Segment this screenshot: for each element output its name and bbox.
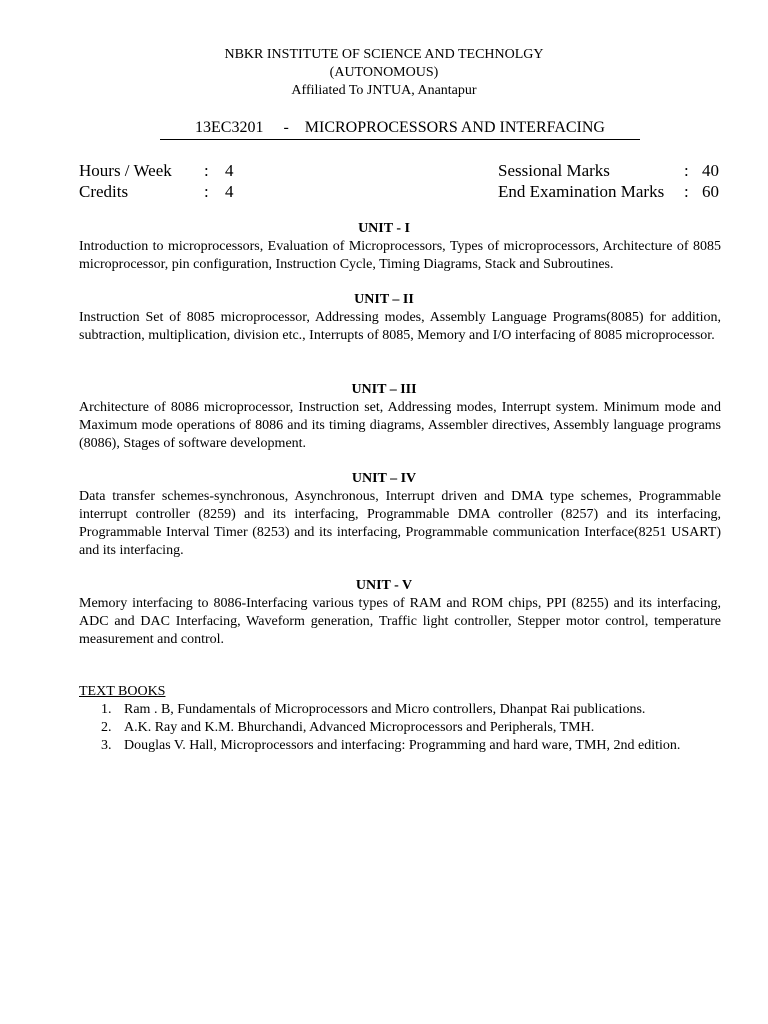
textbooks-heading: TEXT BOOKS bbox=[79, 684, 166, 699]
list-item-text: Douglas V. Hall, Microprocessors and interfacing: Programming and hard ware, TMH, 2nd edition. bbox=[124, 738, 681, 753]
list-item-number: 2. bbox=[101, 720, 112, 735]
list-item bbox=[79, 737, 721, 755]
unit-2-body: Instruction Set of 8085 microprocessor, Addressing modes, Assembly Language Programs(8085) for addition, subtraction, multiplication, division etc., Interrupts of 8085, Memory and I/O interfacing of 8085 microprocessor. bbox=[79, 310, 721, 343]
unit-3-body: Architecture of 8086 microprocessor, Instruction set, Addressing modes, Interrupt system. Minimum mode and Maximum mode operations of 8086 and its timing diagrams, Assembler directives, Assembly language programs (8086), Stages of software development. bbox=[79, 400, 721, 451]
unit-4-body: Data transfer schemes-synchronous, Asynchronous, Interrupt driven and DMA type schemes, Programmable interrupt controller (8259) and its interfacing, Programmable DMA controller (8257) and its interfacing, Programmable Interval Timer (8253) and its interfacing, Programmable communication Interface(8251 USART) and its interfacing. bbox=[79, 489, 721, 558]
autonomous-status: (AUTONOMOUS) bbox=[329, 65, 439, 80]
unit-1-title: UNIT - I bbox=[358, 221, 410, 236]
unit-1-body: Introduction to microprocessors, Evaluation of Microprocessors, Types of microprocessors, Architecture of 8085 microprocessor, pin configuration, Instruction Cycle, Timing Diagrams, Stack and Subroutines. bbox=[79, 239, 721, 272]
credits-value: 4 bbox=[225, 182, 234, 201]
unit-5-body: Memory interfacing to 8086-Interfacing various types of RAM and ROM chips, PPI (8255) and its interfacing, ADC and DAC Interfacing, Waveform generation, Traffic light controller, Stepper motor control, temperature measurement and control. bbox=[79, 596, 721, 647]
hours-label: Hours / Week bbox=[79, 161, 172, 180]
sessional-label: Sessional Marks bbox=[498, 161, 610, 180]
unit-4-title: UNIT – IV bbox=[351, 471, 417, 486]
list-item bbox=[79, 719, 721, 737]
hours-value: 4 bbox=[225, 161, 234, 180]
list-item bbox=[79, 701, 721, 719]
unit-2-title: UNIT – II bbox=[354, 292, 414, 307]
affiliation: Affiliated To JNTUA, Anantapur bbox=[291, 83, 477, 98]
end-exam-label: End Examination Marks bbox=[498, 182, 665, 201]
course-title: MICROPROCESSORS AND INTERFACING bbox=[304, 119, 605, 136]
course-title-line bbox=[160, 118, 640, 140]
course-code: 13EC3201 bbox=[195, 119, 264, 136]
sessional-colon: : bbox=[684, 161, 689, 180]
credits-colon: : bbox=[204, 182, 209, 201]
credits-label: Credits bbox=[79, 182, 129, 201]
list-item-number: 1. bbox=[101, 702, 112, 717]
end-exam-colon: : bbox=[684, 182, 689, 201]
institute-name: NBKR INSTITUTE OF SCIENCE AND TECHNOLGY bbox=[224, 47, 544, 62]
sessional-value: 40 bbox=[702, 161, 719, 180]
list-item-text: A.K. Ray and K.M. Bhurchandi, Advanced Microprocessors and Peripherals, TMH. bbox=[124, 720, 595, 735]
course-separator: - bbox=[283, 119, 289, 136]
unit-5-title: UNIT - V bbox=[355, 578, 413, 593]
end-exam-value: 60 bbox=[702, 182, 719, 201]
unit-3-title: UNIT – III bbox=[351, 382, 417, 397]
list-item-number: 3. bbox=[101, 738, 112, 753]
hours-colon: : bbox=[204, 161, 209, 180]
list-item-text: Ram . B, Fundamentals of Microprocessors and Micro controllers, Dhanpat Rai publications. bbox=[124, 702, 646, 717]
textbooks-list bbox=[79, 701, 721, 755]
